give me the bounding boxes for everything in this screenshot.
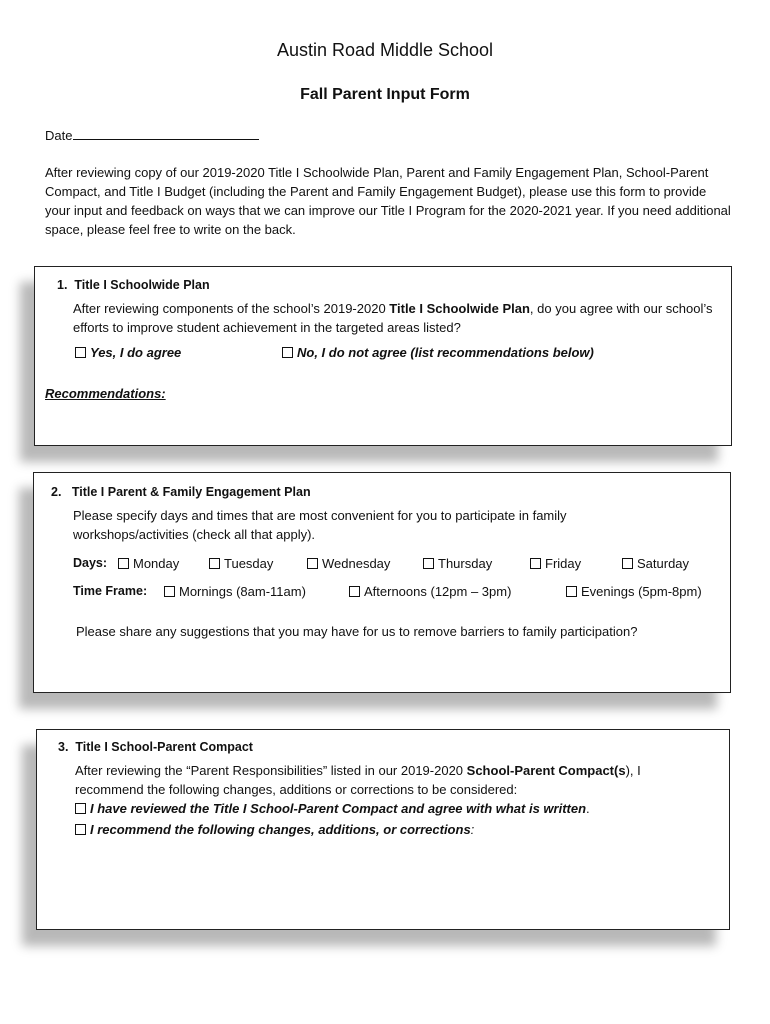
day-saturday[interactable] [622, 556, 689, 571]
day-tuesday[interactable] [209, 556, 273, 571]
barriers-question: Please share any suggestions that you may have for us to remove barriers to family participation? [76, 624, 638, 639]
section1-body-b: , do you agree with our school’s efforts to improve student achievement in the targeted areas listed? [73, 301, 713, 335]
section3-title-text: Title I School-Parent Compact [75, 740, 253, 754]
time-evenings[interactable] [566, 584, 702, 599]
section1-number: 1. [57, 278, 68, 292]
section1-body-a: After reviewing components of the school’s 2019-2020 [73, 301, 390, 316]
time-afternoons-label: Afternoons (12pm – 3pm) [364, 584, 512, 599]
option-no-label: No, I do not agree (list recommendations below) [297, 345, 594, 360]
checkbox-compact-recommend[interactable] [75, 824, 86, 835]
option-compact-recommend-end: : [470, 822, 475, 837]
day-thursday-label: Thursday [438, 556, 493, 571]
checkbox-yes[interactable] [75, 347, 86, 358]
option-compact-agree-label: I have reviewed the Title I School-Parent Compact and agree with what is written [90, 801, 587, 816]
checkbox-wednesday[interactable] [307, 558, 318, 569]
checkbox-evenings[interactable] [566, 586, 577, 597]
recommendations-label: Recommendations: [45, 386, 166, 401]
section1-title-text: Title I Schoolwide Plan [74, 278, 210, 292]
section3-title [58, 740, 253, 754]
section3-body-bold: School-Parent Compact(s [466, 763, 626, 778]
checkbox-mornings[interactable] [164, 586, 175, 597]
checkbox-friday[interactable] [530, 558, 541, 569]
time-mornings-label: Mornings (8am-11am) [179, 584, 306, 599]
day-wednesday-label: Wednesday [322, 556, 391, 571]
section2-title-text: Title I Parent & Family Engagement Plan [71, 485, 311, 499]
time-afternoons[interactable] [349, 584, 511, 599]
day-friday[interactable] [530, 556, 581, 571]
date-input-line[interactable] [73, 127, 259, 140]
form-title: Fall Parent Input Form [300, 86, 470, 103]
checkbox-saturday[interactable] [622, 558, 633, 569]
section1-body-bold: Title I Schoolwide Plan [389, 301, 530, 316]
option-yes-label: Yes, I do agree [90, 345, 182, 360]
school-name: Austin Road Middle School [276, 40, 494, 60]
checkbox-thursday[interactable] [423, 558, 434, 569]
section2-title [51, 485, 311, 499]
section-engagement-plan [33, 472, 731, 693]
day-monday[interactable] [118, 556, 179, 571]
time-evenings-label: Evenings (5pm-8pm) [581, 584, 702, 599]
day-thursday[interactable] [423, 556, 492, 571]
option-no-agree[interactable] [282, 345, 594, 360]
option-compact-agree-end: . [586, 801, 590, 816]
day-friday-label: Friday [545, 556, 582, 571]
section-school-parent-compact [36, 729, 730, 930]
section1-title [57, 278, 210, 292]
section2-number: 2. [51, 485, 62, 499]
time-mornings[interactable] [164, 584, 306, 599]
day-monday-label: Monday [133, 556, 180, 571]
section3-body [75, 761, 695, 799]
section3-number: 3. [58, 740, 69, 754]
checkbox-afternoons[interactable] [349, 586, 360, 597]
section1-body [73, 299, 713, 337]
time-frame-label: Time Frame: [73, 584, 148, 598]
day-wednesday[interactable] [307, 556, 390, 571]
checkbox-tuesday[interactable] [209, 558, 220, 569]
section3-body-a: After reviewing the “Parent Responsibilities” listed in our 2019-2020 [75, 763, 467, 778]
days-label: Days: [73, 556, 108, 570]
option-compact-recommend[interactable] [75, 822, 474, 837]
section2-body: Please specify days and times that are most convenient for you to participate in family workshops/activities (check all that apply). [73, 508, 567, 542]
option-compact-agree[interactable] [75, 801, 590, 816]
checkbox-monday[interactable] [118, 558, 129, 569]
option-compact-recommend-label: I recommend the following changes, additions, or corrections [90, 822, 471, 837]
checkbox-no[interactable] [282, 347, 293, 358]
day-tuesday-label: Tuesday [224, 556, 274, 571]
section3-body-b: ), I recommend the following changes, additions or corrections to be considered: [75, 763, 641, 797]
checkbox-compact-agree[interactable] [75, 803, 86, 814]
day-saturday-label: Saturday [637, 556, 690, 571]
date-label: Date [45, 128, 73, 143]
section-schoolwide-plan [34, 266, 732, 446]
date-field [45, 127, 259, 143]
option-yes-agree[interactable] [75, 345, 181, 360]
intro-paragraph: After reviewing copy of our 2019-2020 Title I Schoolwide Plan, Parent and Family Engagement Plan, School-Parent Compact, and Title I Budget (including the Parent and Family Engagement Budget), please use this form to provide your input and feedback on ways that we can improve our Title I Program for the 2020-2021 year. If you need additional space, please feel free to write on the back. [45, 165, 731, 237]
